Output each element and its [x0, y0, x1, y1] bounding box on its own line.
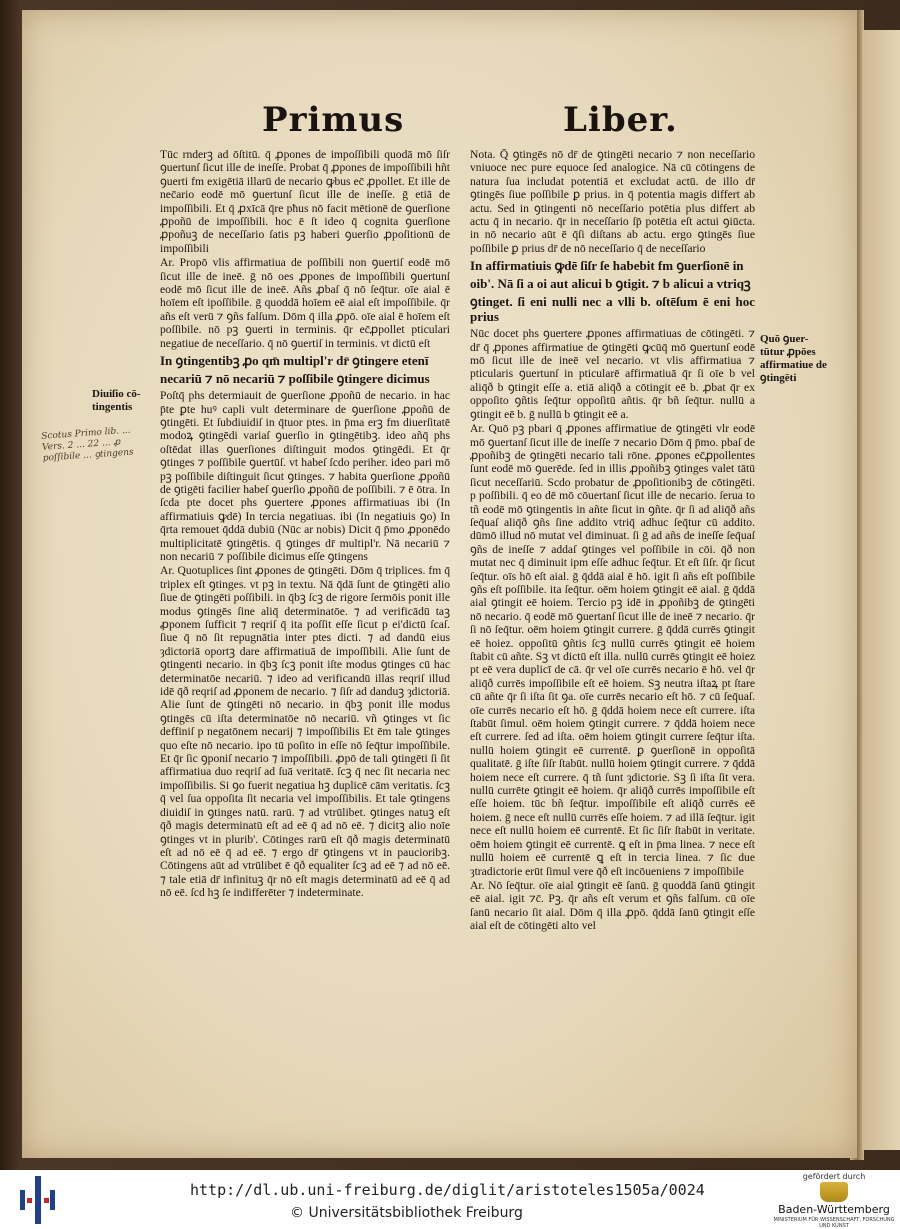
margin-note-division: Diuiſio cō- tingentis — [92, 388, 141, 413]
next-page-edge — [862, 30, 900, 1150]
paragraph: Poſtq̄ phs determiauit de ꝯuerſione ꝓpoñū de necario. in hac p̄te ꝑte huꝰ capli vult determinare de ꝯuerſione ꝓpoñū de ꝯtingēti. Et ſubdiuidiſ in q̄tuor ptes. in p̄ma erꝫ fm diuerſitatē modoꝝ ꝯtingēdi variaſ ꝯuerſio in ꝯtingētibꝫ. ideo añq̄ phs oſtēdat illas ꝯuerſiones diſtinguit modos ꝯtingēdi. Et q̄r ꝯtinges ⁊ poſſibile ꝯuertūſ. vt habeſ ſcdo periher. ideo pari mō pꝫ poſſibile diſtinguit ſicut ꝯtinges. ⁊ habita ꝯuerſione ꝓpoñū de ꝯtigēti facilier habeſ ꝯuerſio ꝓpoñū de poſſibili. ⁊ ē ōtra. In ſcda pte docet phs ꝯuertere ꝓpones affirmatiuas ibi (In affirmatiuis ꝙdē) In tercia negatiuas. ibi (In negatiuis ꝯo) In q̄rta remouet q̄ddā dubiū (Nūc ar nobis) Dicit q̄ p̄mo ꝓponēdo multiplicitatē ꝯtingētis. q̄ ꝯtinges dr̄ multipl'r. Nā necariū ⁊ non necariū ⁊ poſſibile dicimus eſſe ꝯtingens — [160, 389, 450, 563]
copyright-text: © Universitätsbibliothek Freiburg — [290, 1205, 523, 1221]
handwritten-annotation: Scotus Primo lib. ... Vers. 2 ... 22 ... ꝓ poſſibile ... ꝯtingens — [40, 425, 134, 464]
sponsor-name: Baden-Württemberg — [778, 1203, 890, 1216]
paragraph: ꝯtinget. ſi eni nulli nec a vlli b. oſtēſum ē eni hoc prius — [470, 294, 755, 325]
paragraph: Ar. Propō vlis affirmatiua de poſſibili non ꝯuertiſ eodē mō ſicut ille de ineē. ḡ nō oes ꝓpones de impoſſibili ꝯuertunſ eodē mō ſicut ille de ineē. Añs ꝓbaſ q̄ nō ſeq̄tur. oīe aial ē hoīem eſt ipoſſibile. ḡ quoddā hoīem eē aial eſt impoſſibile. q̄r añs eſt verū ⁊ ꝯñs falſum. Dōm q̄ illa ꝓpō. oīe aial ē hoīem eſt poſſibile. nō pꝫ ꝯuerti in terminis. q̄r ec̄ꝓpollet pticulari negatiue de neceſſario. q̄ nō ꝯuertiſ in terminis. vt dictū eſt — [160, 256, 450, 350]
sponsor-subtitle: MINISTERIUM FÜR WISSENSCHAFT, FORSCHUNG UND KUNST — [773, 1217, 895, 1229]
paragraph: In ꝯtingentibꝫ ꝓo qm̄ multipl'r dr̄ ꝯtingere etenī — [160, 353, 429, 369]
running-head-left: Primus — [262, 100, 405, 140]
paragraph: Tūc rnderꝫ ad ōſtitū. q̄ ꝓpones de impoſſibili quodā mō ſiſr ꝯuertunſ ſicut ille de ineſſe. Probat q̄ ꝓpones de impoſſibili hñt ꝯuerti fm exigētiā illarū de necario ꝙbus ec̄ ꝓpollet. Et ille de nec̄ario eodē mō ꝯuertunſ ſicut ille de ineſſe. ḡ etiā de impoſſibili. Et q̄ ꝓxīcā q̄re pħus nō facit mētionē de ꝯuerſione ꝓpoñū de impoſſibili. hoc ē ſt ideo q̄ cognita ꝯuerſione ꝓpoñuꝫ de neceſſario ſatis pꝫ haberi ꝯuerſio ꝓpoſitionū de impoſſibili — [160, 148, 450, 255]
paragraph: necariū ⁊ nō necariū ⁊ poſſibile ꝯtingere dicimus — [160, 371, 430, 387]
paragraph: Ar. Quotuplices ſint ꝓpones de ꝯtingēti. Dōm q̄ triplices. fm q̄ triplex eſt ꝯtinges. vt pꝫ in textu. Nā q̄dā ſunt de ꝯtingēti alio ſiue de ꝯtingēti poſſibili. in q̄bꝫ ſcꝫ de rigore ſermōis ponit ille modus ꝯtingēs ſine aliq̄ determinatōe. ⁊ ad verificādū taꝫ ꝓponem ſufficit ⁊ reqriſ q̄ ita poſſit eſſe ſicut p ei'dictū ſcaſ. ſiue q̄ nō ſit repugnātia inter ptes dicti. ⁊ ad dandū eius ȝdictoriā oportꝫ dare affirmatiuā de impoſſibili. Alie ſunt de ꝯtingenti necario. in q̄bꝫ ſcꝫ ponit iſte modus ꝯtinges cū hac determinatōe necariū. ⁊ ideo ad verificandū illas reqriſ illud idē q̄ð reqriſ ad ꝓponem de necario. ⁊ ſiſr ad danduꝫ ȝdictoriā. Alie ſunt de ꝯtingēti nō necario. in q̄bꝫ ponit ille modus ꝯtingēs cū iſta determinatōe nō necariū. vñ ꝯtinges vt ſic deffiniſ p negatōnem necarij ⁊ impoſſibilis Et ēm tale ꝯtinges quo eſte nō necario. ipo tū poſito in eſſe nō ſeq̄tur impoſſibile. Et q̄r ſic ꝯponiſ necario ⁊ impoſſibili. ꝓpō de tali ꝯtingēti ſi ſit affirmatiua duo reqriſ ad ſuā veritatē. ſcꝫ q̄ nec ſit necaria nec impoſſibilis. Si ꝯo fuerit negatiua hꝫ duplicē cām veritatis. ſcꝫ q̄ vel ſua oppoſita ſit necaria vel impoſſibilis. Et tale ꝯtingens diuidiſ in ꝯtinges natū. rarū. ⁊ ad vtrūlibet. ꝯtinges natuꝫ eſt q̄ð magis determinatū eſt ad eē q̄ ad nō eē. ⁊ dicitꝫ alio noīe ꝯtinges vt in plurib'. Cōtinges rarū eſt q̄ð magis determinatū eſt ad nō eē q̄ ad eē. ⁊ ergo dr̄ ꝯtingens vt in paucioribꝫ. Cōtingens aūt ad vtrūlibet ē q̄ð equaliter ſcꝫ ad eē ⁊ ad nō eē. ⁊ tale etiā dr̄ infinituꝫ q̄r nō eſt magis determinatū ad eē q̄ ad nō eē. ſcd hꝫ ſe indifferēter ⁊ indeterminate. — [160, 564, 450, 900]
paragraph: Ar. Nō ſeq̄tur. oīe aial ꝯtingit eē ſanū. ḡ quoddā ſanū ꝯtingit eē aial. igit ⁊c̄. Pꝫ. q̄r añs eſt verum et ꝯñs falſum. cū oīe ſanū necario ſit aial. Dōm q̄ illa ꝓpō. q̄ddā ſanū ꝯtingit eſſe aial eſt de cōtingēti alto vel — [470, 878, 755, 933]
paragraph: Nūc docet phs ꝯuertere ꝓpones affirmatiuas de cōtingēti. ⁊ dr̄ q̄ ꝓpones affirmatiue de ꝯtingēti ꝙcūq̄ mō ꝯuertunſ eodē mō ſicut ille de ineē vel necario. vt vlis affirmatiua ⁊ pticularis ꝯuertunſ in pticularē affirmatiuā q̄r ſi oīe b vel aliq̄ð b ꝯtingit eſſe a. etiā aliq̄ð a cōtingit eē b. ꝓbat q̄r ex oppoſito ꝯñtis ſeq̄tur oppoſitū añtis. q̄r bñ ſeq̄tur. nullū a ꝯtingit eē b. ḡ nullū b ꝯtingit eē a. — [470, 327, 755, 421]
ub-freiburg-logo-icon — [18, 1176, 58, 1224]
paragraph: Nota. Q̄ ꝯtingēs nō dr̄ de ꝯtingēti necario ⁊ non neceſſario vniuoce nec pure equoce ſed analogice. Nā cū cōtingens de natura ſua includat potentiā et excludat actū. de illo dr̄ ꝯtingēs ſiue poſſibile ꝑ prius. in q̄ potentia magis differt ab actu. Sed in ꝯtingenti nō neceſſario potētia plus differt ab actu q̄ in necario. q̄r in neceſſario ſp̄ potētia eſt actui ꝯiūcta. in nō necario aūt ē q̄ſi diſtans ab actu. ergo ꝯtingēs ſiue poſſibile ꝑ prius dr̄ de nō neceſſario q̄ de neceſſario — [470, 148, 755, 255]
sponsor-logo[interactable] — [770, 1170, 898, 1229]
paragraph: oib'. Nā ſi a oi aut alicui b ꝯtigit. ⁊ b alicui a vtriqꝫ — [470, 276, 751, 292]
running-head-right: Liber. — [563, 100, 678, 140]
margin-note-conversion: Quō ꝯuer- tūtur ꝓpōes affirmatiue de ꝯtingēti — [760, 333, 827, 384]
coat-of-arms-icon — [820, 1182, 848, 1202]
document-url-link[interactable]: http://dl.ub.uni-freiburg.de/diglit/aristoteles1505a/0024 — [190, 1181, 705, 1199]
paragraph: In affirmatiuis ꝙdē ſiſr ſe habebit fm ꝯuerſionē in — [470, 258, 744, 274]
sponsor-top-text: gefördert durch — [802, 1172, 866, 1181]
text-column-left — [160, 148, 450, 968]
paragraph: Ar. Quō pꝫ pbari q̄ ꝓpones affirmatiue de ꝯtingēti vlr eodē mō ꝯuertanſ ſicut ille de ineſſe ⁊ necario Dōm q̄ p̄mo. pbaſ de ꝓpoñibꝫ de ꝯtingēti necario tali rōne. ꝓpones ec̄ꝓpollentes ſunt eodē mō ꝯuerēde. ſed in illis ꝓpoñibꝫ ꝯtinges valet tātū ſicut neceſſariū. Scdo probatur de ꝓpoſitionibꝫ de cōtingēti. p poſſibili. q̄ eo dē mō cōuertanſ ſicut ille de necario. ſerua to tñ eodē mō ꝯtingentis in añte ſicut in ꝯñte. q̄r ſi ad aliq̄ð añs ſeq̄uaſ aliq̄ð ꝯñs ſine addito vtriq̄ adhuc ſeq̄tur cū addito. dūmō illud nō mutat vel diminuat. ſi ḡ ad añs de ineſſe ſeq̄uaſ ꝯñs de ineſſe ⁊ addaſ ꝯtinges vel poſſibile in cōi. q̄ð non mutat nec q̄ diminuit ipm eſſe adhuc ſeq̄tur. Et eſt ſiſr. q̄r ſicut ſeq̄tur. oīs hō eſt aial. ḡ q̄ddā aial ē hō. igit ſi añs eſt poſſibile ꝯñs eſt poſſibile. ita ſeq̄tur. oēm hoiem ꝯtingit eē aial. ḡ q̄ddā aial ꝯtingit eē hoiem. Tercio pꝫ idē in ꝓpoñibꝫ de ꝯtingēti nō necario. q̄ eodē mō ꝯuertanſ ſicut ille de ineē ⁊ necario. q̄r ſi nō ſeq̄tur. oēm hoiem ꝯtingit currere. ḡ q̄ddā currēs ꝯtingit eē hoiez. oppoſitū ꝯñtis ſcꝫ nullū currēs ꝯtingit eē hoiem ſtabit cū añte. Sꝫ vt dictū eſt illa. nullū currēs ꝯtingit eē hoiez pt eē vera duplicī de cā. q̄r vel oīe currēs necario ē hō. vel q̄r aliq̄ð currēs impoſſibile eſt eē hoiem. Sꝫ neutra iſtaꝝ pt ſtare cū añte q̄r ſi iſta ſit ꝯa. oīe currēs necario eſt hō. ⁊ cū ſeq̄uaſ. oīe currēs necario eſt hō. ḡ q̄ddā hoiem nece eſt currere. iſta ſtabūt ſimul. oēm hoiem ꝯtingit currere. ⁊ q̄ddā hoiem nece eſt currere. ſed ad iſta. oēm hoiem ꝯtingit currere ſeq̄tur iſta. nullū hoiem ꝯtingit eē currentē. ꝑ ꝯuerſionē in oppoſitā qualitatē. ḡ iſte ſiſr ſtabūt. nullū hoiem ꝯtingit currere. ⁊ q̄ddā hoiem nece eſt currere. q̄ tñ ſunt ȝdictorie. Sꝫ ſi iſta ſit vera. nullū currēte ꝯtingit eē hoiem. q̄r aliq̄ð currēs impoſſibile eſt eſſe hoiem. tūc bñ ſeq̄tur. impoſſibile eſt aliq̄ð currēs eē hoiem. ḡ nece eſt nullū currēs eſſe hoiem. ⁊ ad illā ſeq̄tur. igit nece eſt nullū hoiem eē currentē. Et ſic ſiſr ſtabūt in veritate. oēm hoiem ꝯtingit eē currentē. ꝗ eſt in p̄ma linea. ⁊ nece eſt nullū hoiem eē currentē ꝗ eſt in tercia linea. ⁊ ſic due ȝtradictorie erūt ſimul vere q̄ð eſt incōueniens ⁊ impoſſibile — [470, 422, 755, 878]
text-column-right — [470, 148, 755, 963]
